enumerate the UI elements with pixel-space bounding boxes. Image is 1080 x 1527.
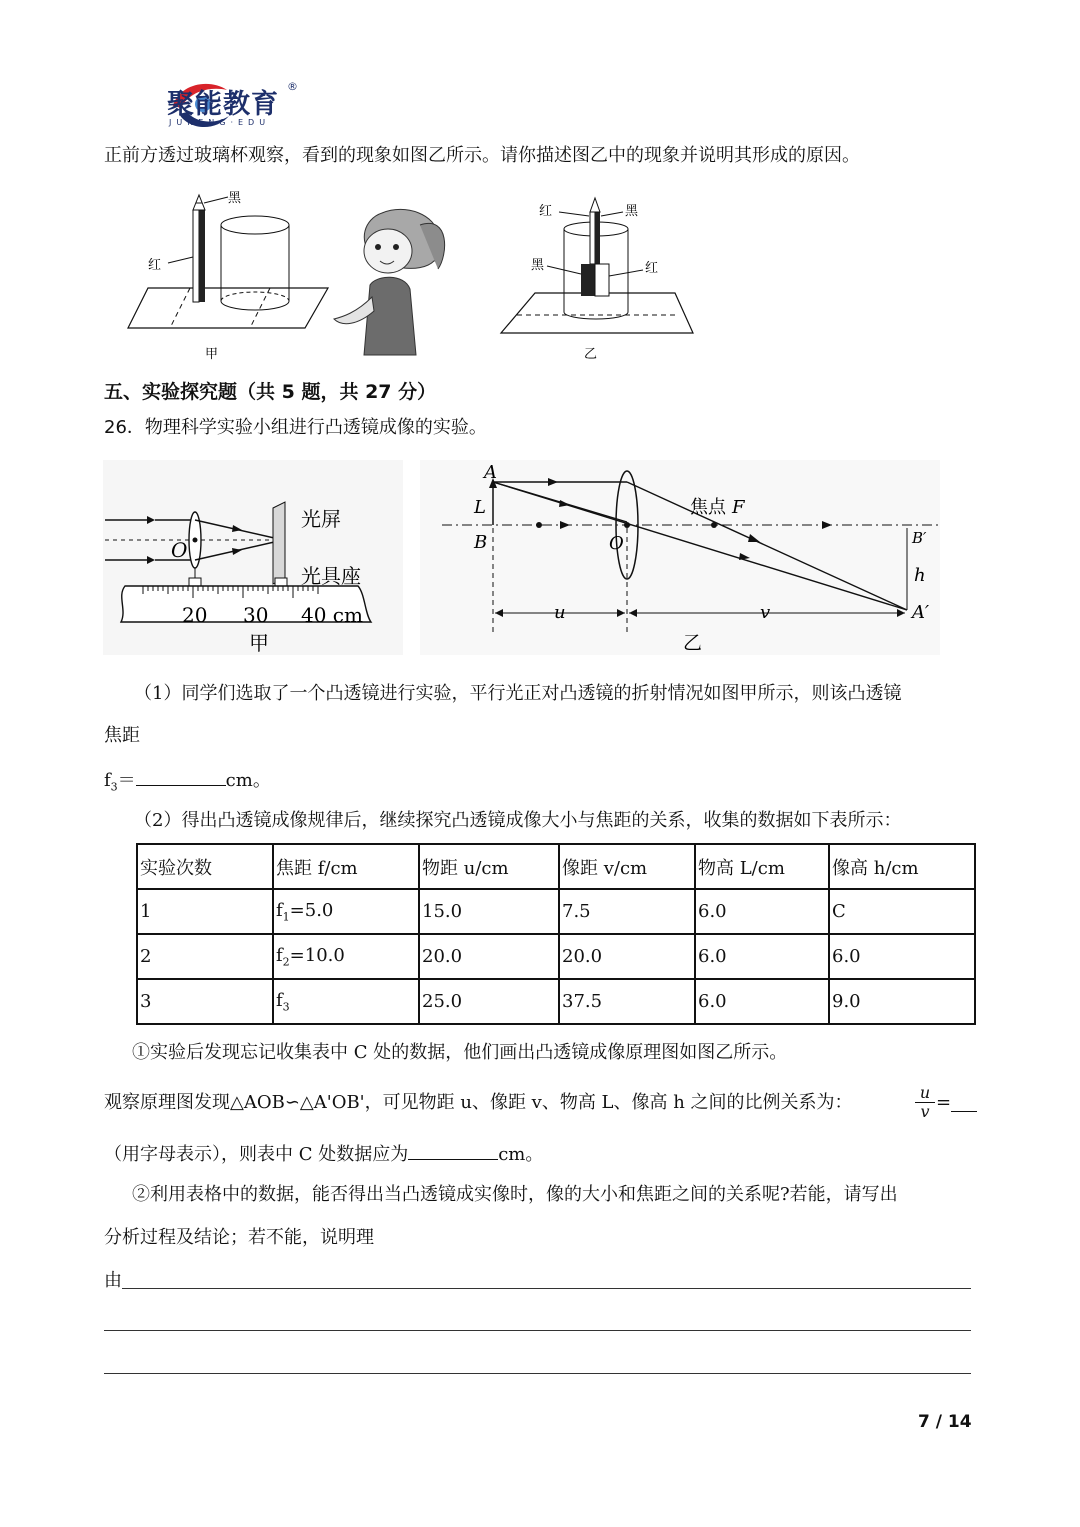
cell-u: 20.0: [419, 934, 559, 979]
fraction-numerator: u: [919, 1083, 931, 1102]
caption-yi-top: 乙: [584, 347, 598, 362]
answer-line-1[interactable]: [122, 1288, 971, 1289]
figure-lens-jia: [103, 460, 403, 655]
table-row: [137, 889, 975, 934]
data-table: [136, 843, 976, 1025]
cell-f: $f_3$: [273, 979, 419, 1024]
label-origin-o: O: [171, 538, 188, 562]
th-object-height: 物高 L/cm: [695, 844, 829, 889]
cell-v: 37.5: [559, 979, 695, 1024]
ratio-blank[interactable]: [951, 1111, 977, 1112]
cell-L: 6.0: [695, 934, 829, 979]
cell-n: 2: [137, 934, 273, 979]
caption-yi-lens: 乙: [683, 632, 703, 654]
label-bench: 光具座: [301, 564, 361, 588]
f-equals: ＝: [117, 770, 136, 791]
part2-intro: （2）得出凸透镜成像规律后，继续探究凸透镜成像大小与焦距的关系，收集的数据如下表所示：: [134, 810, 902, 831]
label-L: L: [474, 497, 486, 518]
cell-v: 7.5: [559, 889, 695, 934]
ratio-equals: =: [936, 1092, 952, 1113]
sub1-line2: 观察原理图发现△AOB∽△A'OB'，可见物距 u、像距 v、物高 L、像高 h 之间的比例关系为：: [104, 1092, 853, 1113]
figure-lens-yi-ray-diagram: [420, 460, 940, 655]
sub1-line3: （用字母表示），则表中 C 处数据应为 cm。: [104, 1141, 543, 1167]
sub2-line1: ②利用表格中的数据，能否得出当凸透镜成实像时，像的大小和焦距之间的关系呢?若能，请写出: [132, 1184, 898, 1205]
cell-n: 3: [137, 979, 273, 1024]
th-trial: 实验次数: [137, 844, 273, 889]
label-black-mid: 黑: [531, 258, 545, 273]
sub2-line3: 由: [104, 1270, 122, 1291]
figure-yi-refraction: [495, 190, 705, 365]
label-A: A: [484, 462, 497, 483]
th-image-distance: 像距 v/cm: [559, 844, 695, 889]
fraction-denominator: v: [915, 1102, 935, 1121]
cell-h: 9.0: [829, 979, 975, 1024]
label-u: u: [554, 602, 566, 623]
brand-name: 聚能教育: [167, 89, 279, 120]
label-B-prime: B′: [912, 529, 927, 547]
part1-line1: （1）同学们选取了一个凸透镜进行实验，平行光正对凸透镜的折射情况如图甲所示，则该凸透镜: [134, 683, 902, 704]
girl-observer-icon: [334, 209, 445, 355]
ratio-fraction: [915, 1084, 935, 1121]
caption-jia-top: 甲: [205, 347, 219, 362]
sub2-line2: 分析过程及结论；若不能，说明理: [104, 1227, 374, 1248]
caption-jia-lens: 甲: [249, 631, 269, 655]
label-B: B: [474, 532, 488, 553]
cell-f: $f_1=5.0$: [273, 889, 419, 934]
cell-f: $f_2=10.0$: [273, 934, 419, 979]
part1-answer-line: [104, 767, 271, 800]
intro-line: 正前方透过玻璃杯观察，看到的现象如图乙所示。请你描述图乙中的现象并说明其形成的原因。: [104, 145, 860, 166]
part1-line2: 焦距: [104, 725, 140, 746]
th-focal: 焦距 f/cm: [273, 844, 419, 889]
table-row: [137, 979, 975, 1024]
question-26: 26．物理科学实验小组进行凸透镜成像的实验。: [104, 417, 487, 438]
c-value-blank[interactable]: [408, 1141, 498, 1160]
cell-n: 1: [137, 889, 273, 934]
tick-30: 30: [243, 603, 269, 627]
label-O-yi: O: [609, 533, 624, 554]
f-subscript: 3: [110, 780, 118, 794]
cell-u: 25.0: [419, 979, 559, 1024]
label-red-mid: 红: [645, 261, 659, 276]
label-black-top: 黑: [625, 204, 639, 219]
label-red: 红: [148, 258, 162, 273]
section-title: 五、实验探究题（共 5 题，共 27 分）: [104, 381, 437, 403]
label-screen: 光屏: [301, 507, 341, 531]
cell-L: 6.0: [695, 979, 829, 1024]
focal-length-blank[interactable]: [136, 767, 226, 786]
brand-english: JUNENG·EDU: [169, 118, 271, 127]
answer-line-3[interactable]: [104, 1373, 971, 1374]
label-A-prime: A′: [912, 602, 930, 623]
sub1-line1: ①实验后发现忘记收集表中 C 处的数据，他们画出凸透镜成像原理图如图乙所示。: [132, 1042, 788, 1063]
cell-h: C: [829, 889, 975, 934]
page-number: 7 / 14: [918, 1412, 972, 1432]
table-row: [137, 934, 975, 979]
th-image-height: 像高 h/cm: [829, 844, 975, 889]
figure-jia-pencil-cup: [120, 185, 460, 365]
table-header-row: [137, 844, 975, 889]
label-red-top: 红: [539, 204, 553, 219]
f-symbol: f: [104, 770, 111, 791]
label-black: 黑: [228, 191, 242, 206]
answer-line-2[interactable]: [104, 1330, 971, 1331]
cell-h: 6.0: [829, 934, 975, 979]
label-v: v: [760, 602, 771, 623]
label-h: h: [914, 565, 926, 586]
brand-registered-mark: ®: [287, 80, 298, 93]
tick-20: 20: [182, 603, 208, 627]
cell-v: 20.0: [559, 934, 695, 979]
label-F: F: [732, 497, 745, 518]
th-object-distance: 物距 u/cm: [419, 844, 559, 889]
unit-cm: cm。: [225, 770, 271, 791]
cell-L: 6.0: [695, 889, 829, 934]
tick-40cm: 40 cm: [301, 603, 363, 627]
label-focus: 焦点: [690, 497, 726, 518]
cell-u: 15.0: [419, 889, 559, 934]
